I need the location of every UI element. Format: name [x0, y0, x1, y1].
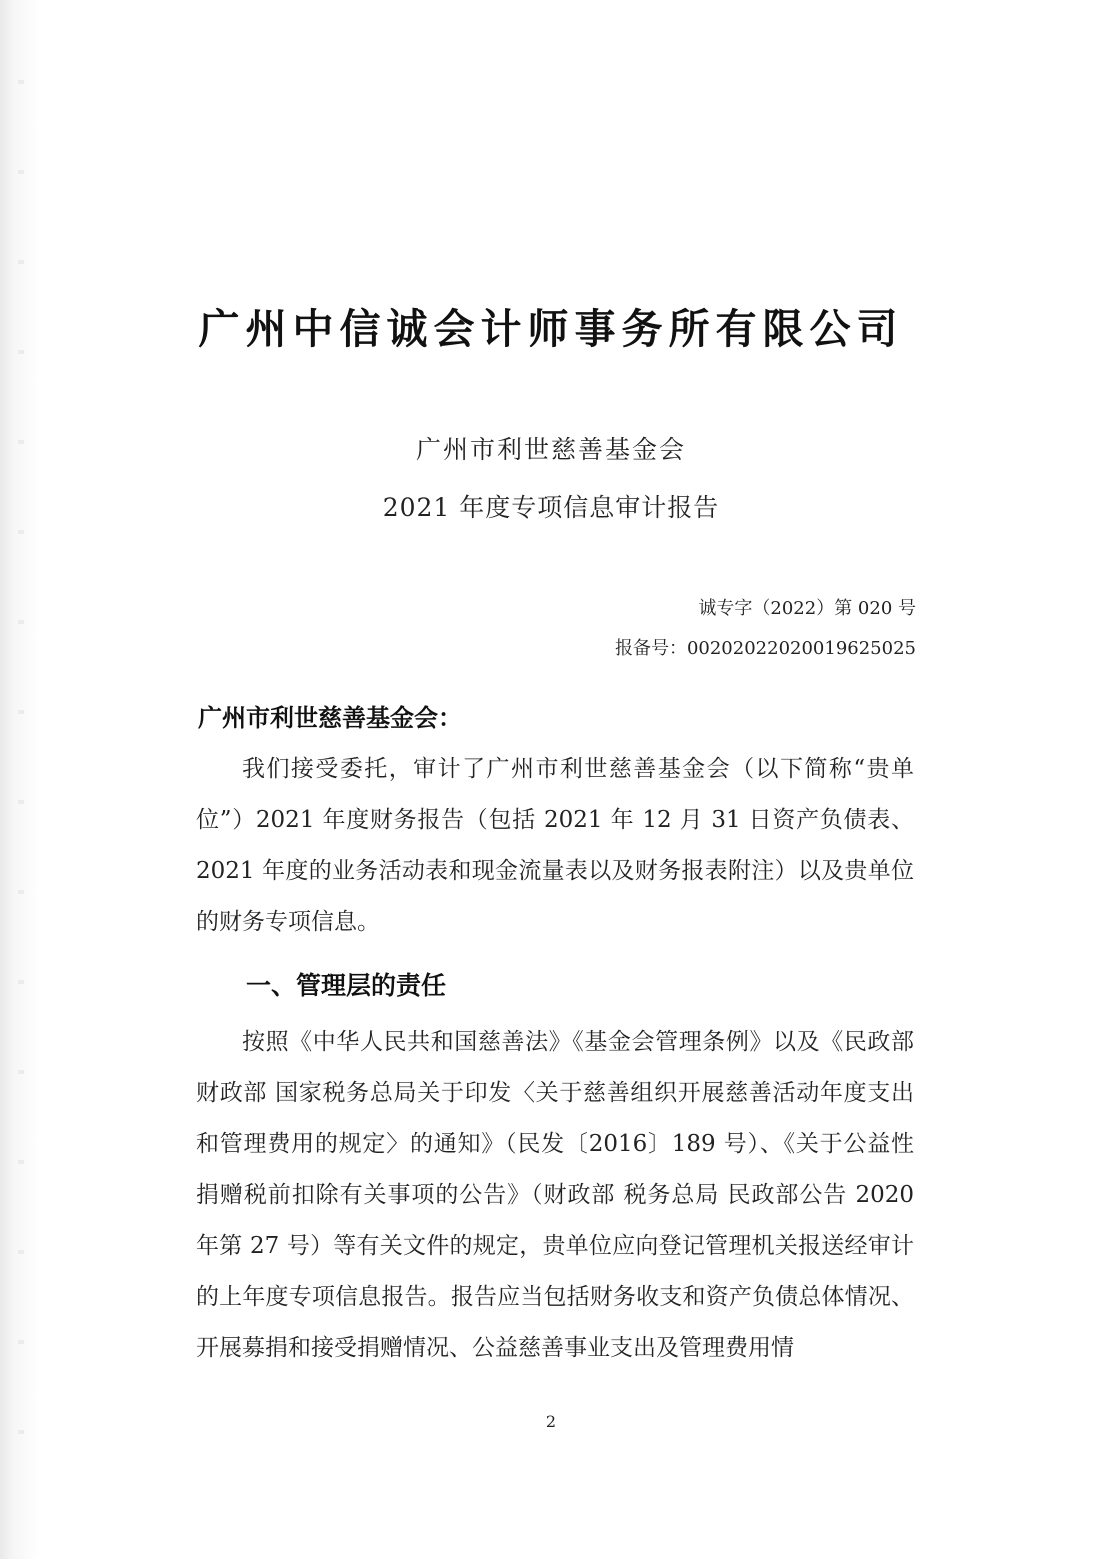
filing-number: 报备号：00202022020019625025 [614, 638, 916, 659]
management-responsibility-paragraph: 按照《中华人民共和国慈善法》《基金会管理条例》以及《民政部 财政部 国家税务总局关于印发〈关于慈善组织开展慈善活动年度支出和管理费用的规定〉的通知》（民发〔2016〕189 号）、《关于公益性捐赠税前扣除有关事项的公告》（财政部 税务总局 民政部公告 2020 年第 27 号）等有关文件的规定，贵单位应向登记管理机关报送经审计的上年度专项信息报告。报告应当包括财务收支和资产负债总体情况、开展募捐和接受捐赠情况、公益慈善事业支出及管理费用情 [196, 1029, 914, 1361]
intro-paragraph: 我们接受委托，审计了广州市利世慈善基金会（以下简称“贵单位”）2021 年度财务报告（包括 2021 年 12 月 31 日资产负债表、2021 年度的业务活动表和现金流量表以及财务报表附注）以及贵单位的财务专项信息。 [196, 756, 914, 935]
addressee: 广州市利世慈善基金会： [198, 704, 462, 732]
section-heading-management-responsibility: 一、管理层的责任 [246, 971, 447, 1000]
report-title-organization: 广州市利世慈善基金会 [415, 435, 686, 464]
page-number: 2 [545, 1412, 557, 1431]
firm-name-heading: 广州中信诚会计师事务所有限公司 [198, 305, 904, 353]
reference-number: 诚专字（2022）第 020 号 [698, 598, 916, 619]
report-title: 2021 年度专项信息审计报告 [382, 493, 720, 522]
scan-edge-marks [18, 80, 24, 1480]
